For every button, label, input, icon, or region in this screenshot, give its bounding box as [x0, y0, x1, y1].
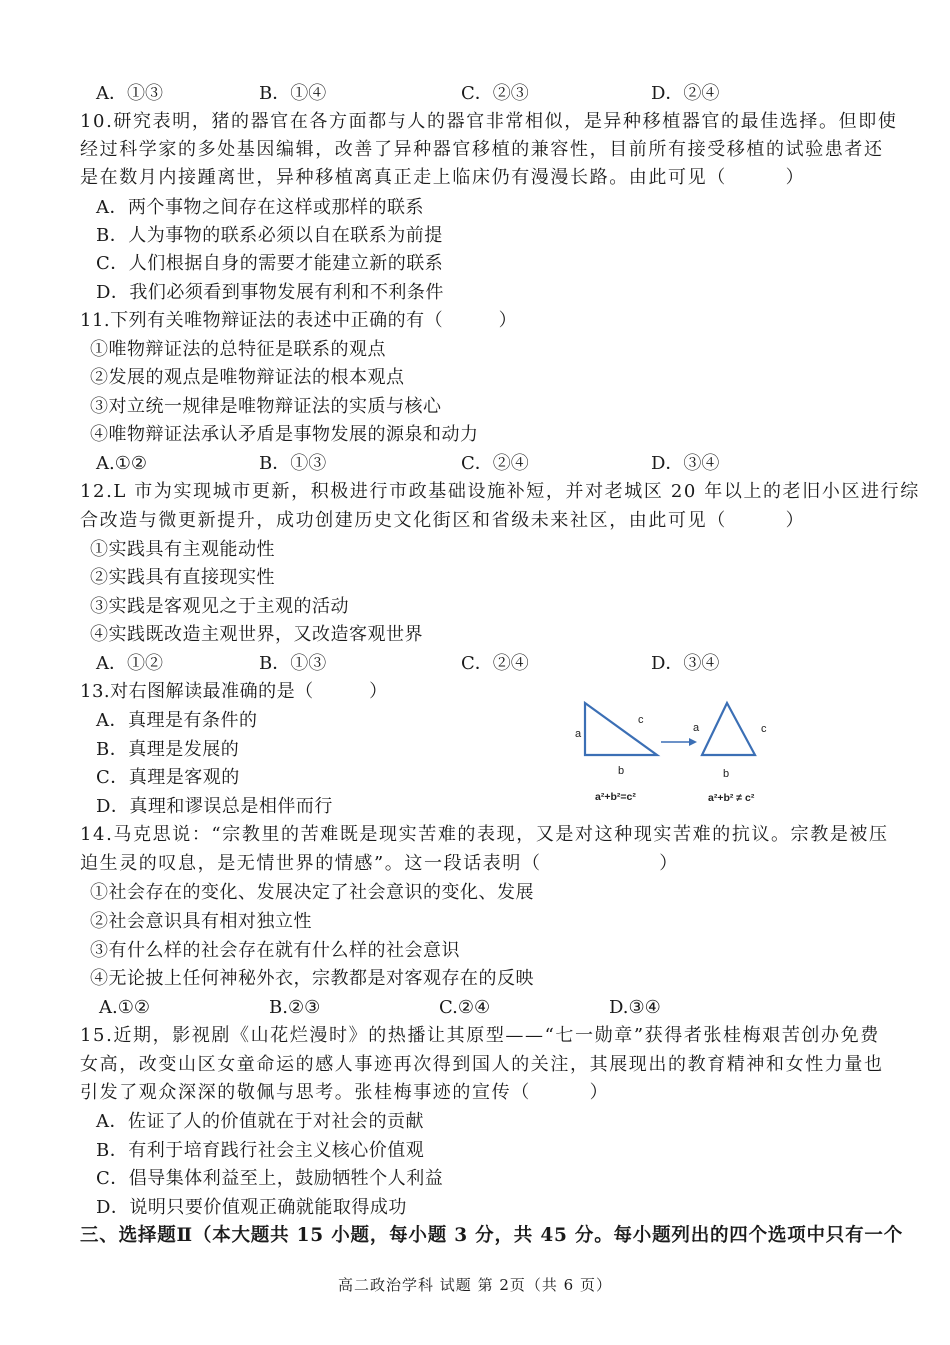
q11-option-d: D．③④ [651, 453, 720, 474]
right-label-a: a [693, 722, 700, 734]
q14-item-4: ④无论披上任何神秘外衣，宗教都是对客观存在的反映 [90, 968, 534, 989]
q14-option-b: B.②③ [269, 997, 321, 1018]
right-label-b: b [723, 768, 730, 780]
q12-option-a: A．①② [96, 653, 163, 674]
left-label-b: b [618, 765, 625, 777]
q12-item-3: ③实践是客观见之于主观的活动 [90, 596, 349, 617]
q11-item-2: ②发展的观点是唯物辩证法的根本观点 [90, 367, 405, 388]
q15-option-b: B．有利于培育践行社会主义核心价值观 [96, 1140, 425, 1161]
q14-item-1: ①社会存在的变化、发展决定了社会意识的变化、发展 [90, 882, 534, 903]
page-footer: 高二政治学科 试题 第 2页（共 6 页） [338, 1276, 612, 1294]
triangle-figure [565, 695, 785, 813]
q14-option-a: A.①② [99, 997, 150, 1018]
q12-stem-line-2: 合改造与微更新提升，成功创建历史文化街区和省级未来社区，由此可见（ ） [80, 510, 806, 531]
q10-stem-line-1: 10.研究表明，猪的器官在各方面都与人的器官非常相似，是异种移植器官的最佳选择。但即使 [80, 111, 898, 132]
q11-item-4: ④唯物辩证法承认矛盾是事物发展的源泉和动力 [90, 424, 479, 445]
q10-option-b: B．人为事物的联系必须以自在联系为前提 [96, 225, 443, 246]
q14-option-c: C.②④ [439, 997, 491, 1018]
q14-stem-line-2: 迫生灵的叹息，是无情世界的情感”。这一段话表明（ ） [80, 853, 679, 874]
q12-option-c: C．②④ [461, 653, 529, 674]
q15-option-c: C．倡导集体利益至上，鼓励牺牲个人利益 [96, 1168, 444, 1189]
q10-stem-line-2: 经过科学家的多处基因编辑，改善了异种器官移植的兼容性，目前所有接受移植的试验患者还 [80, 139, 884, 160]
q13-option-c: C．真理是客观的 [96, 767, 240, 788]
q9-option-b: B．①④ [259, 83, 327, 104]
q13-option-b: B．真理是发展的 [96, 739, 240, 760]
q14-item-3: ③有什么样的社会存在就有什么样的社会意识 [90, 940, 460, 961]
q10-option-a: A．两个事物之间存在这样或那样的联系 [96, 197, 424, 218]
q15-option-a: A．佐证了人的价值就在于对社会的贡献 [96, 1111, 424, 1132]
q12-item-4: ④实践既改造主观世界，又改造客观世界 [90, 624, 423, 645]
q12-stem-line-1: 12.L 市为实现城市更新，积极进行市政基础设施补短，并对老城区 20 年以上的老旧小区进行综 [80, 481, 920, 502]
q9-option-d: D．②④ [651, 83, 720, 104]
q11-item-1: ①唯物辩证法的总特征是联系的观点 [90, 339, 386, 360]
q13-option-a: A．真理是有条件的 [96, 710, 258, 731]
q12-option-d: D．③④ [651, 653, 720, 674]
q14-option-d: D.③④ [609, 997, 661, 1018]
q12-item-1: ①实践具有主观能动性 [90, 539, 275, 560]
general-triangle-shape [702, 703, 755, 755]
arrow-right-icon [689, 738, 697, 746]
q14-stem-line-1: 14.马克思说：“宗教里的苦难既是现实苦难的表现，又是对这种现实苦难的抗议。宗教是被压 [80, 824, 889, 845]
right-label-c: c [761, 723, 767, 735]
q15-stem-line-3: 引发了观众深深的敬佩与思考。张桂梅事迹的宣传（ ） [80, 1082, 610, 1103]
q11-stem: 11.下列有关唯物辩证法的表述中正确的有（ ） [80, 310, 518, 331]
q15-stem-line-1: 15.近期，影视剧《山花烂漫时》的热播让其原型——“七一勋章”获得者张桂梅艰苦创办免费 [80, 1025, 880, 1046]
q12-item-2: ②实践具有直接现实性 [90, 567, 275, 588]
q13-option-d: D．真理和谬误总是相伴而行 [96, 796, 333, 817]
q11-option-c: C．②④ [461, 453, 529, 474]
q11-item-3: ③对立统一规律是唯物辩证法的实质与核心 [90, 396, 442, 417]
section-3-heading: 三、选择题Ⅱ（本大题共 15 小题，每小题 3 分，共 45 分。每小题列出的四个选项中只有一个 [80, 1225, 903, 1246]
q11-option-a: A.①② [96, 453, 147, 474]
right-formula: a²+b² ≠ c² [708, 792, 755, 804]
q13-stem: 13.对右图解读最准确的是（ ） [80, 681, 388, 702]
q9-option-a: A．①③ [96, 83, 163, 104]
q10-option-d: D．我们必须看到事物发展有利和不利条件 [96, 282, 444, 303]
q12-option-b: B．①③ [259, 653, 327, 674]
q15-stem-line-2: 女高，改变山区女童命运的感人事迹再次得到国人的关注，其展现出的教育精神和女性力量也 [80, 1054, 884, 1075]
left-label-c: c [638, 714, 644, 726]
left-label-a: a [575, 728, 582, 740]
q14-item-2: ②社会意识具有相对独立性 [90, 911, 312, 932]
q15-option-d: D．说明只要价值观正确就能取得成功 [96, 1197, 407, 1218]
q9-option-c: C．②③ [461, 83, 529, 104]
right-triangle-shape [585, 703, 657, 755]
left-formula: a²+b²=c² [595, 791, 636, 803]
q10-option-c: C．人们根据自身的需要才能建立新的联系 [96, 253, 444, 274]
q11-option-b: B．①③ [259, 453, 327, 474]
q10-stem-line-3: 是在数月内接踵离世，异种移植离真正走上临床仍有漫漫长路。由此可见（ ） [80, 167, 806, 188]
